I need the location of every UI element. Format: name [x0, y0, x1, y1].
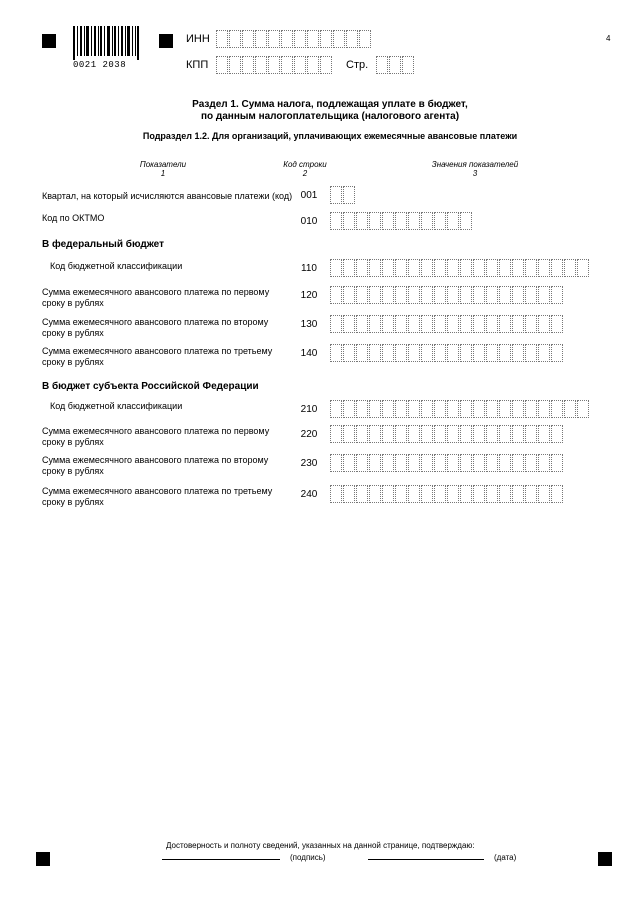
input-cell[interactable] — [499, 454, 511, 472]
input-cell[interactable] — [395, 400, 407, 418]
input-cell[interactable] — [356, 400, 368, 418]
column-1-number: 1 — [160, 169, 166, 178]
input-cell[interactable] — [473, 454, 485, 472]
input-cell[interactable] — [343, 286, 355, 304]
row-130-field[interactable] — [330, 315, 564, 333]
input-cell[interactable] — [255, 56, 267, 74]
input-cell[interactable] — [382, 454, 394, 472]
input-cell[interactable] — [473, 344, 485, 362]
input-cell[interactable] — [421, 286, 433, 304]
input-cell[interactable] — [402, 56, 414, 74]
input-cell[interactable] — [395, 315, 407, 333]
input-cell[interactable] — [369, 485, 381, 503]
input-cell[interactable] — [408, 485, 420, 503]
input-cell[interactable] — [382, 259, 394, 277]
column-2-name: Код строки — [283, 160, 327, 169]
input-cell[interactable] — [486, 315, 498, 333]
input-cell[interactable] — [473, 315, 485, 333]
input-cell[interactable] — [395, 259, 407, 277]
input-cell[interactable] — [330, 212, 342, 230]
input-cell[interactable] — [473, 400, 485, 418]
input-cell[interactable] — [330, 400, 342, 418]
input-cell[interactable] — [369, 286, 381, 304]
input-cell[interactable] — [395, 286, 407, 304]
input-cell[interactable] — [408, 259, 420, 277]
input-cell[interactable] — [330, 485, 342, 503]
input-cell[interactable] — [551, 485, 563, 503]
kpp-label: КПП — [186, 59, 209, 71]
row-001-code: 001 — [300, 190, 318, 201]
input-cell[interactable] — [551, 400, 563, 418]
input-cell[interactable] — [525, 315, 537, 333]
column-3-number: 3 — [472, 169, 478, 178]
input-cell[interactable] — [473, 286, 485, 304]
input-cell[interactable] — [512, 485, 524, 503]
input-cell[interactable] — [294, 30, 306, 48]
row-210-code: 210 — [300, 404, 318, 415]
input-cell[interactable] — [382, 485, 394, 503]
input-cell[interactable] — [281, 30, 293, 48]
barcode-number: 0021 2038 — [73, 60, 127, 70]
input-cell[interactable] — [395, 425, 407, 443]
column-2-number: 2 — [302, 169, 308, 178]
input-cell[interactable] — [255, 30, 267, 48]
row-140-field[interactable] — [330, 344, 564, 362]
input-cell[interactable] — [447, 344, 459, 362]
input-cell[interactable] — [330, 344, 342, 362]
input-cell[interactable] — [434, 344, 446, 362]
input-cell[interactable] — [382, 286, 394, 304]
input-cell[interactable] — [408, 400, 420, 418]
input-cell[interactable] — [499, 286, 511, 304]
input-cell[interactable] — [486, 344, 498, 362]
input-cell[interactable] — [460, 212, 472, 230]
input-cell[interactable] — [330, 286, 342, 304]
input-cell[interactable] — [512, 425, 524, 443]
input-cell[interactable] — [216, 30, 228, 48]
input-cell[interactable] — [577, 259, 589, 277]
row-130-label: Сумма ежемесячного авансового платежа по второму сроку в рублях — [42, 317, 269, 338]
input-cell[interactable] — [434, 212, 446, 230]
input-cell[interactable] — [447, 259, 459, 277]
input-cell[interactable] — [395, 212, 407, 230]
input-cell[interactable] — [486, 400, 498, 418]
row-210-field[interactable] — [330, 400, 590, 418]
input-cell[interactable] — [389, 56, 401, 74]
row-230-code: 230 — [300, 458, 318, 469]
input-cell[interactable] — [343, 485, 355, 503]
input-cell[interactable] — [512, 400, 524, 418]
row-140-code: 140 — [300, 348, 318, 359]
input-cell[interactable] — [538, 454, 550, 472]
corner-marker-bottom-right — [598, 852, 612, 866]
input-cell[interactable] — [333, 30, 345, 48]
input-cell[interactable] — [369, 425, 381, 443]
input-cell[interactable] — [512, 454, 524, 472]
input-cell[interactable] — [525, 454, 537, 472]
subsection-title: Подраздел 1.2. Для организаций, уплачивающих ежемесячные авансовые платежи — [142, 131, 518, 141]
input-cell[interactable] — [356, 485, 368, 503]
input-cell[interactable] — [434, 259, 446, 277]
input-cell[interactable] — [343, 186, 355, 204]
input-cell[interactable] — [343, 344, 355, 362]
input-cell[interactable] — [551, 286, 563, 304]
input-cell[interactable] — [525, 259, 537, 277]
input-cell[interactable] — [460, 425, 472, 443]
input-cell[interactable] — [421, 485, 433, 503]
row-220-label: Сумма ежемесячного авансового платежа по первому сроку в рублях — [42, 426, 270, 447]
inn-field[interactable] — [216, 30, 372, 48]
input-cell[interactable] — [525, 485, 537, 503]
input-cell[interactable] — [525, 400, 537, 418]
input-cell[interactable] — [330, 425, 342, 443]
input-cell[interactable] — [356, 454, 368, 472]
inn-label: ИНН — [186, 33, 210, 45]
input-cell[interactable] — [294, 56, 306, 74]
input-cell[interactable] — [421, 212, 433, 230]
input-cell[interactable] — [447, 485, 459, 503]
row-220-field[interactable] — [330, 425, 564, 443]
input-cell[interactable] — [356, 259, 368, 277]
input-cell[interactable] — [460, 454, 472, 472]
input-cell[interactable] — [356, 286, 368, 304]
input-cell[interactable] — [242, 30, 254, 48]
input-cell[interactable] — [434, 485, 446, 503]
federal-budget-heading: В федеральный бюджет — [42, 239, 164, 250]
input-cell[interactable] — [434, 425, 446, 443]
row-230-label: Сумма ежемесячного авансового платежа по второму сроку в рублях — [42, 455, 269, 476]
input-cell[interactable] — [512, 315, 524, 333]
row-110-field[interactable] — [330, 259, 590, 277]
input-cell[interactable] — [382, 212, 394, 230]
input-cell[interactable] — [343, 212, 355, 230]
input-cell[interactable] — [447, 315, 459, 333]
input-cell[interactable] — [551, 425, 563, 443]
input-cell[interactable] — [242, 56, 254, 74]
column-2-header — [270, 160, 340, 178]
input-cell[interactable] — [216, 56, 228, 74]
row-010-label: Код по ОКТМО — [42, 213, 105, 223]
column-1-header — [118, 160, 208, 178]
input-cell[interactable] — [359, 30, 371, 48]
input-cell[interactable] — [499, 485, 511, 503]
barcode — [73, 26, 139, 60]
row-130-code: 130 — [300, 319, 318, 330]
input-cell[interactable] — [343, 315, 355, 333]
input-cell[interactable] — [512, 344, 524, 362]
input-cell[interactable] — [525, 425, 537, 443]
input-cell[interactable] — [434, 454, 446, 472]
input-cell[interactable] — [408, 454, 420, 472]
kpp-field[interactable] — [216, 56, 333, 74]
input-cell[interactable] — [460, 400, 472, 418]
input-cell[interactable] — [473, 485, 485, 503]
row-240-code: 240 — [300, 489, 318, 500]
input-cell[interactable] — [369, 315, 381, 333]
input-cell[interactable] — [577, 400, 589, 418]
input-cell[interactable] — [460, 344, 472, 362]
input-cell[interactable] — [376, 56, 388, 74]
date-caption: (дата) — [494, 853, 517, 862]
input-cell[interactable] — [330, 186, 342, 204]
row-140-label: Сумма ежемесячного авансового платежа по третьему сроку в рублях — [42, 346, 273, 367]
page-label: Стр. — [346, 59, 369, 71]
confirmation-text: Достоверность и полноту сведений, указанных на данной странице, подтверждаю: — [166, 841, 475, 850]
input-cell[interactable] — [369, 212, 381, 230]
input-cell[interactable] — [307, 30, 319, 48]
input-cell[interactable] — [421, 315, 433, 333]
input-cell[interactable] — [408, 286, 420, 304]
input-cell[interactable] — [369, 344, 381, 362]
row-120-label: Сумма ежемесячного авансового платежа по первому сроку в рублях — [42, 287, 270, 308]
input-cell[interactable] — [551, 315, 563, 333]
input-cell[interactable] — [408, 315, 420, 333]
input-cell[interactable] — [395, 454, 407, 472]
input-cell[interactable] — [499, 425, 511, 443]
row-220-code: 220 — [300, 429, 318, 440]
input-cell[interactable] — [356, 344, 368, 362]
input-cell[interactable] — [434, 400, 446, 418]
input-cell[interactable] — [447, 286, 459, 304]
input-cell[interactable] — [421, 259, 433, 277]
input-cell[interactable] — [538, 400, 550, 418]
input-cell[interactable] — [408, 425, 420, 443]
input-cell[interactable] — [408, 344, 420, 362]
column-3-name: Значения показателей — [431, 160, 519, 169]
row-001-label: Квартал, на который исчисляются авансовые платежи (код) — [42, 191, 293, 201]
input-cell[interactable] — [343, 259, 355, 277]
input-cell[interactable] — [460, 485, 472, 503]
column-3-header — [410, 160, 540, 178]
input-cell[interactable] — [395, 485, 407, 503]
input-cell[interactable] — [421, 344, 433, 362]
corner-marker-bottom-left — [36, 852, 50, 866]
row-010-code: 010 — [300, 216, 318, 227]
input-cell[interactable] — [538, 315, 550, 333]
signature-line[interactable] — [162, 859, 280, 860]
input-cell[interactable] — [447, 425, 459, 443]
input-cell[interactable] — [268, 30, 280, 48]
input-cell[interactable] — [473, 425, 485, 443]
input-cell[interactable] — [525, 344, 537, 362]
regional-budget-heading: В бюджет субъекта Российской Федерации — [42, 381, 259, 392]
input-cell[interactable] — [460, 286, 472, 304]
input-cell[interactable] — [538, 425, 550, 443]
input-cell[interactable] — [343, 425, 355, 443]
input-cell[interactable] — [330, 259, 342, 277]
section-title-line1: Раздел 1. Сумма налога, подлежащая уплате в бюджет, — [192, 99, 468, 110]
input-cell[interactable] — [343, 400, 355, 418]
input-cell[interactable] — [369, 400, 381, 418]
input-cell[interactable] — [421, 425, 433, 443]
page-number: 4 — [606, 34, 611, 43]
input-cell[interactable] — [382, 344, 394, 362]
row-120-field[interactable] — [330, 286, 564, 304]
column-1-name: Показатели — [139, 160, 187, 169]
corner-marker-top-left — [42, 34, 56, 48]
input-cell[interactable] — [538, 485, 550, 503]
input-cell[interactable] — [434, 315, 446, 333]
signature-caption: (подпись) — [290, 853, 326, 862]
input-cell[interactable] — [356, 212, 368, 230]
input-cell[interactable] — [460, 315, 472, 333]
input-cell[interactable] — [330, 315, 342, 333]
input-cell[interactable] — [551, 259, 563, 277]
input-cell[interactable] — [486, 485, 498, 503]
input-cell[interactable] — [382, 315, 394, 333]
input-cell[interactable] — [369, 259, 381, 277]
input-cell[interactable] — [538, 259, 550, 277]
input-cell[interactable] — [320, 30, 332, 48]
input-cell[interactable] — [486, 286, 498, 304]
input-cell[interactable] — [382, 425, 394, 443]
row-240-label: Сумма ежемесячного авансового платежа по третьему сроку в рублях — [42, 486, 273, 507]
input-cell[interactable] — [460, 259, 472, 277]
input-cell[interactable] — [486, 454, 498, 472]
input-cell[interactable] — [346, 30, 358, 48]
input-cell[interactable] — [512, 286, 524, 304]
row-110-code: 110 — [301, 263, 317, 274]
input-cell[interactable] — [229, 30, 241, 48]
input-cell[interactable] — [499, 259, 511, 277]
input-cell[interactable] — [551, 344, 563, 362]
input-cell[interactable] — [421, 400, 433, 418]
date-line[interactable] — [368, 859, 484, 860]
input-cell[interactable] — [499, 344, 511, 362]
input-cell[interactable] — [320, 56, 332, 74]
input-cell[interactable] — [564, 400, 576, 418]
input-cell[interactable] — [369, 454, 381, 472]
row-240-field[interactable] — [330, 485, 564, 503]
input-cell[interactable] — [395, 344, 407, 362]
input-cell[interactable] — [538, 344, 550, 362]
input-cell[interactable] — [447, 454, 459, 472]
row-120-code: 120 — [300, 290, 318, 301]
input-cell[interactable] — [229, 56, 241, 74]
input-cell[interactable] — [330, 454, 342, 472]
input-cell[interactable] — [473, 259, 485, 277]
input-cell[interactable] — [421, 454, 433, 472]
row-230-field[interactable] — [330, 454, 564, 472]
input-cell[interactable] — [564, 259, 576, 277]
input-cell[interactable] — [281, 56, 293, 74]
input-cell[interactable] — [356, 425, 368, 443]
row-110-label: Код бюджетной классификации — [50, 261, 183, 271]
input-cell[interactable] — [447, 212, 459, 230]
corner-marker-top-right — [159, 34, 173, 48]
input-cell[interactable] — [486, 425, 498, 443]
input-cell[interactable] — [343, 454, 355, 472]
input-cell[interactable] — [486, 259, 498, 277]
row-001-field[interactable] — [330, 186, 356, 204]
row-010-field[interactable] — [330, 212, 473, 230]
input-cell[interactable] — [268, 56, 280, 74]
input-cell[interactable] — [551, 454, 563, 472]
input-cell[interactable] — [499, 400, 511, 418]
input-cell[interactable] — [408, 212, 420, 230]
row-210-label: Код бюджетной классификации — [50, 401, 183, 411]
section-title-line2: по данным налогоплательщика (налогового агента) — [200, 111, 460, 122]
input-cell[interactable] — [307, 56, 319, 74]
input-cell[interactable] — [525, 286, 537, 304]
input-cell[interactable] — [512, 259, 524, 277]
input-cell[interactable] — [434, 286, 446, 304]
input-cell[interactable] — [499, 315, 511, 333]
page-number-field[interactable] — [376, 56, 415, 74]
input-cell[interactable] — [356, 315, 368, 333]
input-cell[interactable] — [538, 286, 550, 304]
input-cell[interactable] — [447, 400, 459, 418]
input-cell[interactable] — [382, 400, 394, 418]
